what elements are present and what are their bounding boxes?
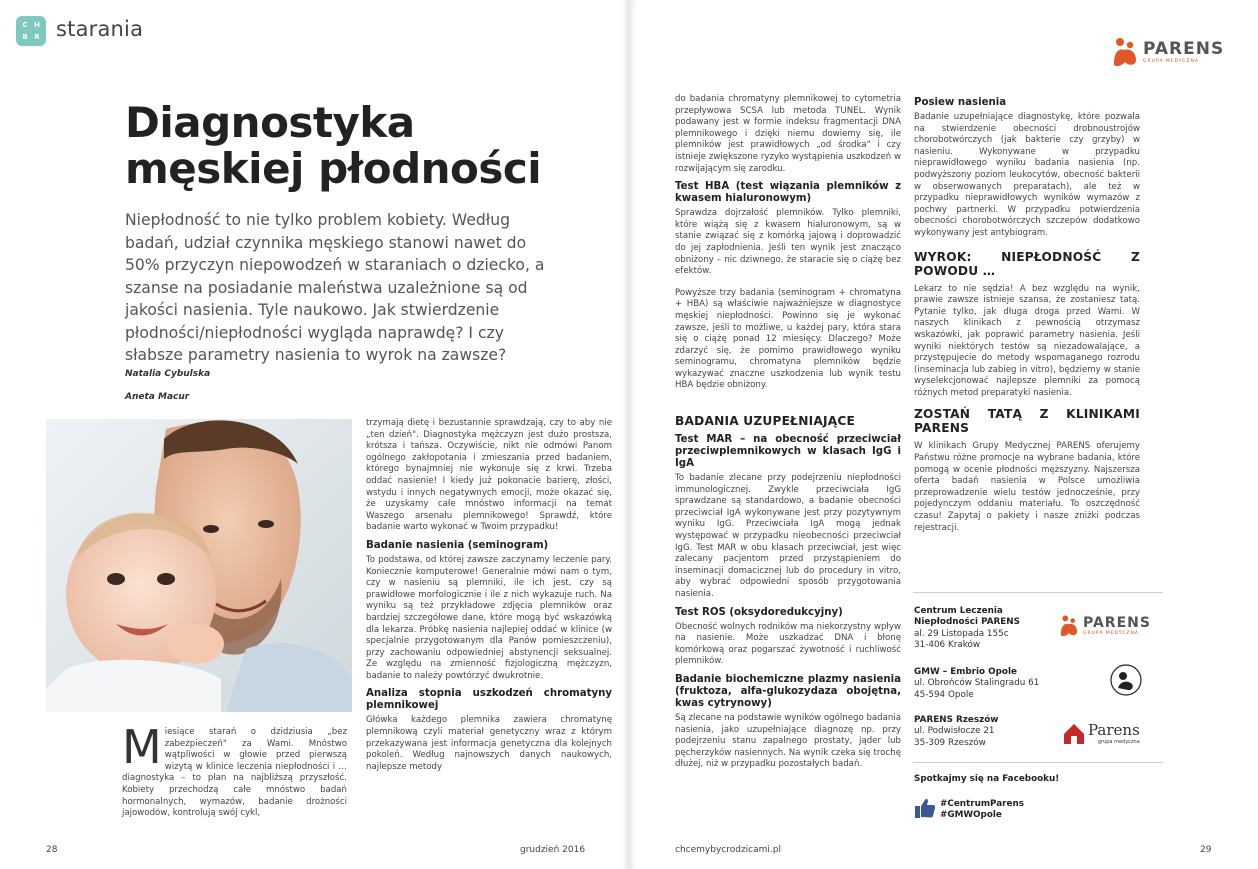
logo-subtitle: grupa medyczna <box>1097 739 1140 745</box>
father-baby-photo <box>46 419 352 712</box>
body-paragraph: trzymają dietę i bezustannie sprawdzają, czy to aby nie „ten dzień". Diagnostyka mężczyzn jest dużo prostsza, krótsza i tańsza. Oczywiście, nikt nie odmówi Panom ogólnego zakłopotania i zmieszania przed badaniem, którego bynajmniej nie wykonuje się z krwi. Trzeba oddać nasienie! I kiedy już pokonacie barierę, złości, wstydu i innych negatywnych emocji, może okazać się, że uzyskamy całe mnóstwo informacji na temat Waszego arsenału plemnikowego! Sprawdź, które badanie warto wykonać w Twoim przypadku! <box>366 418 612 533</box>
body-paragraph: Główka każdego plemnika zawiera chromatynę plemnikową czyli materiał genetyczny wraz z którym przekazywana jest informacja genetyczna dla kolejnych pokoleń. Według najnowszych danych naukowych, najlepsze metody <box>366 715 612 772</box>
contact-name: Niepłodności PARENS <box>914 617 1021 628</box>
logo-word: PARENS <box>1143 38 1225 59</box>
body-paragraph: W klinikach Grupy Medycznej PARENS oferujemy Państwu różne promocje na wybrane badania, które pomogą w ocenie płodności męższyzny. Najszersza oferta badań nasienia w Polsce umożliwia przeprowadzenie wielu testów jednocześnie, przy pojedynczym oddaniu materiału. To oszczędność czasu! Zapytaj o pakiety i nasze zniżki podczas rejestracji. <box>914 441 1140 533</box>
body-paragraph: To podstawa, od której zawsze zaczynamy leczenie pary. Koniecznie komputerowe! Generalnie mówi nam o tym, czy w nasieniu są plemniki, ile ich jest, czy są prawidłowe morfologicznie i ile z nich wykazuje ruch. Na wyniku są też przykładowe zdjęcia plemników oraz bardziej szczegółowe dane, które mogą być wskazówką dla lekarza. Próbkę nasienia najlepiej oddać w klinice (w specjalnie przygotowanym dla Panów pomieszczeniu), przy zachowaniu odpowiedniej abstynencji seksualnej. Ze względu na zmienność fizjologiczną mężczyzn, badanie to należy powtórzyć dwukrotnie. <box>366 554 612 681</box>
body-paragraph: do badania chromatyny plemnikowej to cytometria przepływowa SCSA lub metoda TUNEL. Wynik podawany jest w formie indeksu fragmentacji DNA plemnikowego i dzięki niemu dowiemy się, ile plemników jest prawidłowych „od środka" i czy istnieje zwiększone ryzyko wystąpienia uszkodzeń w rozwijającym się zarodku. <box>675 94 901 174</box>
contact-address: 31-406 Kraków <box>914 640 981 651</box>
right-page <box>630 0 1258 869</box>
contact-name: GMW – Embrio Opole <box>914 667 1017 677</box>
drop-cap: M <box>122 720 162 774</box>
badge-letter: H <box>34 20 40 29</box>
page-number: 28 <box>46 845 58 855</box>
badge-letter: C <box>22 20 28 29</box>
parens-logo <box>1110 36 1224 66</box>
contact-address: ul. Podwisłocze 21 <box>914 726 995 737</box>
contact-krakow <box>914 606 1020 652</box>
hashtag[interactable]: #CentrumParens <box>940 799 1024 809</box>
body-paragraph: Lekarz to nie sędzia! A bez względu na wynik, prawie zawsze istnieje szansa, że zostaniesz tatą. Pytanie tylko, jak długa droga przed Wami. W naszych klinikach z pewnością otrzymasz wskazówki, jak poprawić parametry nasienia. Jeśli wyniki niektórych testów są niezadowalające, a przystępujecie do metody wspomaganego rozrodu (inseminacja lub zabieg in vitro), będziemy w stanie wyselekcjonować najlepsze plemniki za pomocą różnych metod preparatyki nasienia. <box>914 283 1140 398</box>
subheading: Test MAR – na obecność przeciwciał przeciwplemnikowych w klasach IgG i IgA <box>675 434 901 470</box>
body-paragraph: To badanie zlecane przy podejrzeniu niepłodności immunologicznej. Zwykle przeciwciała IgG sprawdzane są standardowo, a badanie obecności przeciwciał IgA wykonywane jest przy pozytywnym wyniku IgG. Przeciwciała IgA mogą jednak występować w przypadku nieobecności przeciwciał IgG. Test MAR w obu klasach przeciwciał, jest więc zalecany pacjentom przed przystąpieniem do inseminacji domacicznej lub do procedury in vitro, aby wybrać odpowiedni sposób przygotowania nasienia. <box>675 473 901 599</box>
hashtag[interactable]: #GMWOpole <box>940 810 1002 821</box>
logo-subtitle: GRUPA MEDYCZNA <box>1083 630 1139 636</box>
author-name: Aneta Macur <box>125 392 190 402</box>
parens-rzeszow-logo <box>1062 720 1140 746</box>
divider <box>913 762 1163 763</box>
body-paragraph: Obecność wolnych rodników ma niekorzystny wpływ na nasienie. Może uszkadzać DNA i błonę komórkową oraz pogarszać żywotność i ruchliwość plemników. <box>675 621 901 667</box>
chbr-badge <box>16 16 46 46</box>
lead-paragraph: Niepłodność to nie tylko problem kobiety. Według badań, udział czynnika męskiego stanowi nawet do 50% przyczyn niepowodzeń w staraniach o dziecko, a szanse na posiadanie maleństwa uzależnione są od jakości nasienia. Tyle naukowo. Jak stwierdzenie płodności/niepłodności wygląda naprawdę? I czy słabsze parametry nasienia to wyrok na zawsze? <box>125 211 545 364</box>
title-line: Diagnostyka <box>125 98 415 147</box>
right-column-2 <box>914 91 1140 540</box>
right-column-1 <box>675 94 901 777</box>
contact-address: ul. Obrońców Stalingradu 61 <box>914 678 1040 689</box>
contact-name: Centrum Leczenia <box>914 606 1003 616</box>
facebook-callout: Spotkajmy się na Facebooku! <box>914 774 1060 784</box>
section-heading: BADANIA UZUPEŁNIAJĄCE <box>675 414 855 429</box>
page-number: 29 <box>1200 845 1212 855</box>
parens-logo-small <box>1058 614 1151 636</box>
section-heading: WYROK: NIEPŁODNOŚĆ Z POWODU … <box>914 249 1140 278</box>
body-paragraph: Są zlecane na podstawie wyników ogólnego badania nasienia, jako uzupełniające diagnozę np. przy podejrzeniu stanu zapalnego prostaty, jąder lub pęcherzyków nasiennych. Na wynik czeka się trochę dłużej, niż w przypadku pozostałych badań. <box>675 712 901 770</box>
logo-word: PARENS <box>1083 614 1151 631</box>
issue-date: grudzień 2016 <box>520 845 586 855</box>
contact-address: 35-309 Rzeszów <box>914 737 986 748</box>
body-paragraph: Sprawdza dojrzałość plemników. Tylko plemniki, które wiążą się z kwasem hialuronowym, są w stanie związać się z komórką jajową i doprowadzić do jej zapłodnienia. Jeśli ten wynik jest znacząco obniżony – nic dziwnego, że staracie się o ciążę bez efektów. <box>675 208 901 277</box>
author-name: Natalia Cybulska <box>125 369 211 379</box>
logo-subtitle: GRUPA MEDYCZNA <box>1143 58 1199 64</box>
subheading: Badanie nasienia (seminogram) <box>366 539 549 551</box>
body-paragraph: Badanie uzupełniające diagnostykę, które pozwala na stwierdzenie obecności drobnoustrojów chorobotwórczych (jak bakterie czy grzyby) w nasieniu. Wykonywane w przypadku nieprawidłowego wyniku badania nasienia (np. podwyższony poziom leukocytów, obecność bakterii w obserwowanych preparatach), ale też w przypadku nieprawidłowych wyników wymazów z pochwy partnerki. W przypadku potwierdzenia obecności chorobotwórczych szczepów dodatkowo wykonywany jest antybiogram. <box>914 112 1140 238</box>
section-heading: ZOSTAŃ TATĄ Z KLINIKAMI PARENS <box>914 407 1140 436</box>
divider <box>913 592 1163 593</box>
subheading: Badanie biochemiczne plazmy nasienia (fruktoza, alfa-glukozydaza obojętna, kwas cytrynowy) <box>675 673 901 709</box>
article-title <box>125 100 605 192</box>
website-url: chcemybycrodzicami.pl <box>675 845 781 855</box>
intro-text: iesiące starań o dzidziusia „bez zabezpieczeń" za Wami. Mnóstwo wątpliwości w głowie przed pierwszą wizytą w klinice leczenia niepłodności i … diagnostyka – to plan na najbliższą przyszłość. Kobiety przechodzą całe mnóstwo badań hormonalnych, wymazów, badanie drożności jajowodów, kontrolują swój cykl, <box>122 727 347 819</box>
parens-family-icon <box>1110 36 1140 66</box>
subheading: Analiza stopnia uszkodzeń chromatyny plemnikowej <box>366 688 612 712</box>
section-label: starania <box>56 17 144 41</box>
parens-family-icon <box>1058 614 1080 636</box>
hashtags <box>940 799 1024 822</box>
title-line: męskiej płodności <box>125 144 542 193</box>
contact-opole <box>914 667 1039 701</box>
left-page <box>0 0 628 869</box>
left-column-2 <box>366 418 612 779</box>
contact-rzeszow <box>914 715 998 749</box>
body-paragraph: Powyższe trzy badania (seminogram + chromatyna + HBA) są właściwie najważniejsze w diagnostyce męskiej niepłodności. Powinno się je wykonać zawsze, jeśli to możliwe, u każdej pary, która stara się o ciążę ponad 12 miesięcy. Dlaczego? Może zdarzyć się, że pomimo prawidłowego wyniku seminogramu, chromatyna plemników będzie wykazywać znaczne uszkodzenia lub wynik testu HBA będzie obniżony. <box>675 287 901 391</box>
parens-rzeszow-icon <box>1062 720 1086 746</box>
embrio-logo-icon <box>1110 664 1142 696</box>
subheading: Test ROS (oksydoredukcyjny) <box>675 606 843 618</box>
photo-illustration <box>46 419 352 712</box>
badge-letter: B <box>22 32 28 41</box>
subheading: Posiew nasienia <box>914 97 1007 108</box>
contact-address: al. 29 Listopada 155c <box>914 628 1009 639</box>
thumbs-up-icon <box>914 797 936 819</box>
contact-name: PARENS Rzeszów <box>914 715 999 725</box>
contact-address: 45-594 Opole <box>914 689 974 700</box>
badge-letter: R <box>34 32 40 41</box>
logo-word: Parens <box>1088 721 1140 739</box>
intro-paragraph <box>122 720 347 820</box>
subheading: Test HBA (test wiązania plemników z kwasem hialuronowym) <box>675 181 901 205</box>
